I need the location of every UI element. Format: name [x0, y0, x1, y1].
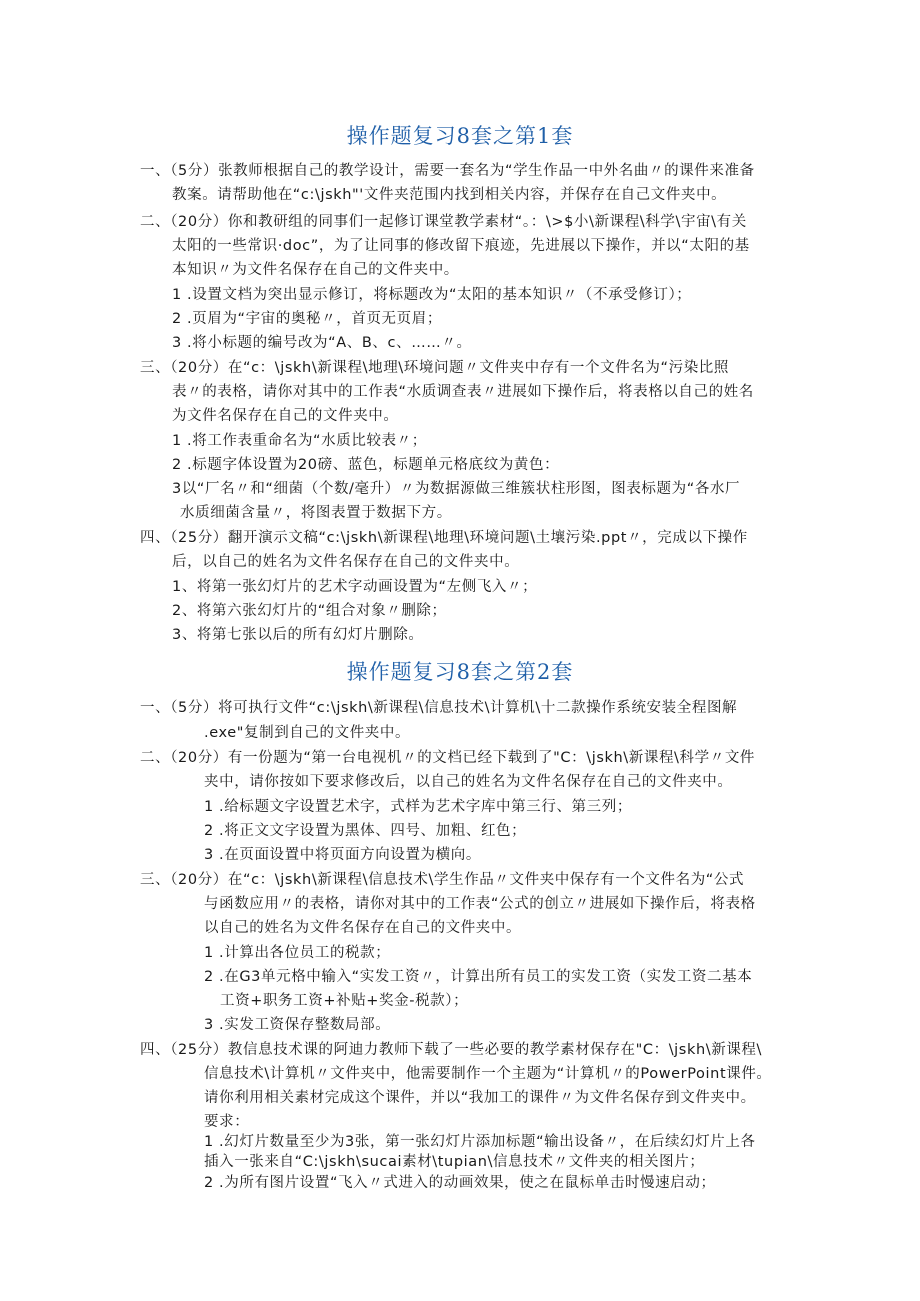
set2-q4-line3: 请你利用相关素材完成这个课件，并以“我加工的课件〃为文件名保存到文件夹中。: [204, 1090, 756, 1106]
set1-q3-step3a: 3以“厂名〃和“细菌（个数/毫升）〃为数据源做三维簇状柱形图，图表标题为“各水厂: [172, 481, 741, 497]
set1-q4-step1: 1、将第一张幻灯片的艺术字动画设置为“左侧飞入〃；: [172, 579, 538, 595]
set1-q3-line1: 三、（20分）在“c：\jskh\新课程\地理\环境问题〃文件夹中存有一个文件名为“污染比照: [140, 360, 730, 376]
set1-q3-step3b: 水质细菌含量〃，将图表置于数据下方。: [180, 505, 452, 521]
set2-q3-step3: 3 .实发工资保存整数局部。: [204, 1017, 391, 1033]
set1-q2-line3: 本知识〃为文件名保存在自己的文件夹中。: [172, 262, 459, 278]
set1-q4-step3: 3、将第七张以后的所有幻灯片删除。: [172, 627, 424, 643]
set2-q4-requirements-label: 要求：: [204, 1114, 250, 1130]
set1-q4-line2: 后，以自己的姓名为文件名保存在自己的文件夹中。: [172, 554, 520, 570]
set2-q3-line1: 三、（20分）在“c：\jskh\新课程\信息技术\学生作品〃文件夹中保存有一个文件名为“公式: [140, 872, 745, 888]
set1-q4-line1: 四、（25分）翻开演示文稿“c:\jskh\新课程\地理\环境问题\土壤污染.ppt〃，完成以下操作: [140, 530, 748, 546]
set1-q2-step1: 1 .设置文档为突出显示修订，将标题改为“太阳的基本知识〃（不承受修订）；: [172, 287, 692, 303]
set2-q4-line2: 信息技术\计算机〃文件夹中，他需要制作一个主题为“计算机〃的PowerPoint课件。: [204, 1066, 772, 1082]
set1-q1-line1: 一、（5分）张教师根据自己的教学设计，需要一套名为“学生作品一中外名曲〃的课件来准备: [140, 163, 755, 179]
set1-q3-line3: 为文件名保存在自己的文件夹中。: [172, 408, 399, 424]
set2-q2-line1: 二、（20分）有一份题为“第一台电视机〃的文档已经下载到了"C：\jskh\新课程\科学〃文件: [140, 750, 756, 766]
set2-q2-line2: 夹中，请你按如下要求修改后，以自己的姓名为文件名保存在自己的文件夹中。: [204, 774, 733, 790]
set2-q4-line1: 四、（25分）教信息技术课的阿迪力教师下载了一些必要的教学素材保存在"C：\jskh\新课程\: [140, 1042, 763, 1058]
set1-q2-line1: 二、（20分）你和教研组的同事们一起修订课堂教学素材“。：\>$小\新课程\科学\宇宙\有关: [140, 214, 747, 230]
set2-q4-step2: 2 .为所有图片设置“飞入〃式进入的动画效果，使之在鼠标单击时慢速启动；: [204, 1175, 716, 1191]
set1-q2-step2: 2 .页眉为“宇宙的奥秘〃，首页无页眉；: [172, 311, 442, 327]
set1-q4-step2: 2、将第六张幻灯片的“组合对象〃删除；: [172, 603, 447, 619]
set2-q2-step1: 1 .给标题文字设置艺术字，式样为艺术字库中第三行、第三列；: [204, 799, 632, 815]
set2-q3-line2: 与函数应用〃的表格，请你对其中的工作表“公式的创立〃进展如下操作后，将表格: [204, 896, 756, 912]
set2-q3-step2b: 工资+职务工资+补贴+奖金-税款）；: [220, 993, 469, 1009]
set1-q3-step2: 2 .标题字体设置为20磅、蓝色，标题单元格底纹为黄色：: [172, 457, 560, 473]
set2-q3-step1: 1 .计算出各位员工的税款；: [204, 945, 391, 961]
set1-q1-line2: 教案。请帮助他在“c:\jskh"'文件夹范围内找到相关内容，并保存在自己文件夹中。: [172, 187, 727, 203]
set2-q1-line1: 一、（5分）将可执行文件“c:\jskh\新课程\信息技术\计算机\十二款操作系统安装全程图解: [140, 700, 738, 716]
set2-q2-step3: 3 .在页面设置中将页面方向设置为横向。: [204, 847, 481, 863]
set1-q2-line2: 太阳的一些常识·doc”，为了让同事的修改留下痕迹，先进展以下操作，并以“太阳的基: [172, 238, 750, 254]
set2-q4-step1b: 插入一张来自“C:\jskh\sucai素材\tupian\信息技术〃文件夹的相关图片；: [204, 1154, 705, 1170]
set2-q3-line3: 以自己的姓名为文件名保存在自己的文件夹中。: [204, 920, 522, 936]
set2-title: 操作题复习8套之第2套: [346, 660, 574, 684]
set1-q3-step1: 1 .将工作表重命名为“水质比较表〃；: [172, 433, 427, 449]
set2-q4-step1a: 1 .幻灯片数量至少为3张，第一张幻灯片添加标题“输出设备〃，在后续幻灯片上各: [204, 1134, 756, 1150]
set1-q2-step3: 3 .将小标题的编号改为“A、B、c、……〃。: [172, 335, 472, 351]
set2-q1-line2: .exe"复制到自己的文件夹中。: [204, 725, 411, 741]
set2-q3-step2a: 2 .在G3单元格中输入“实发工资〃，计算出所有员工的实发工资（实发工资二基本: [204, 969, 753, 985]
set1-title: 操作题复习8套之第1套: [346, 124, 574, 148]
set1-q3-line2: 表〃的表格，请你对其中的工作表“水质调查表〃进展如下操作后，将表格以自己的姓名: [172, 384, 754, 400]
set2-q2-step2: 2 .将正文文字设置为黑体、四号、加粗、红色；: [204, 823, 527, 839]
